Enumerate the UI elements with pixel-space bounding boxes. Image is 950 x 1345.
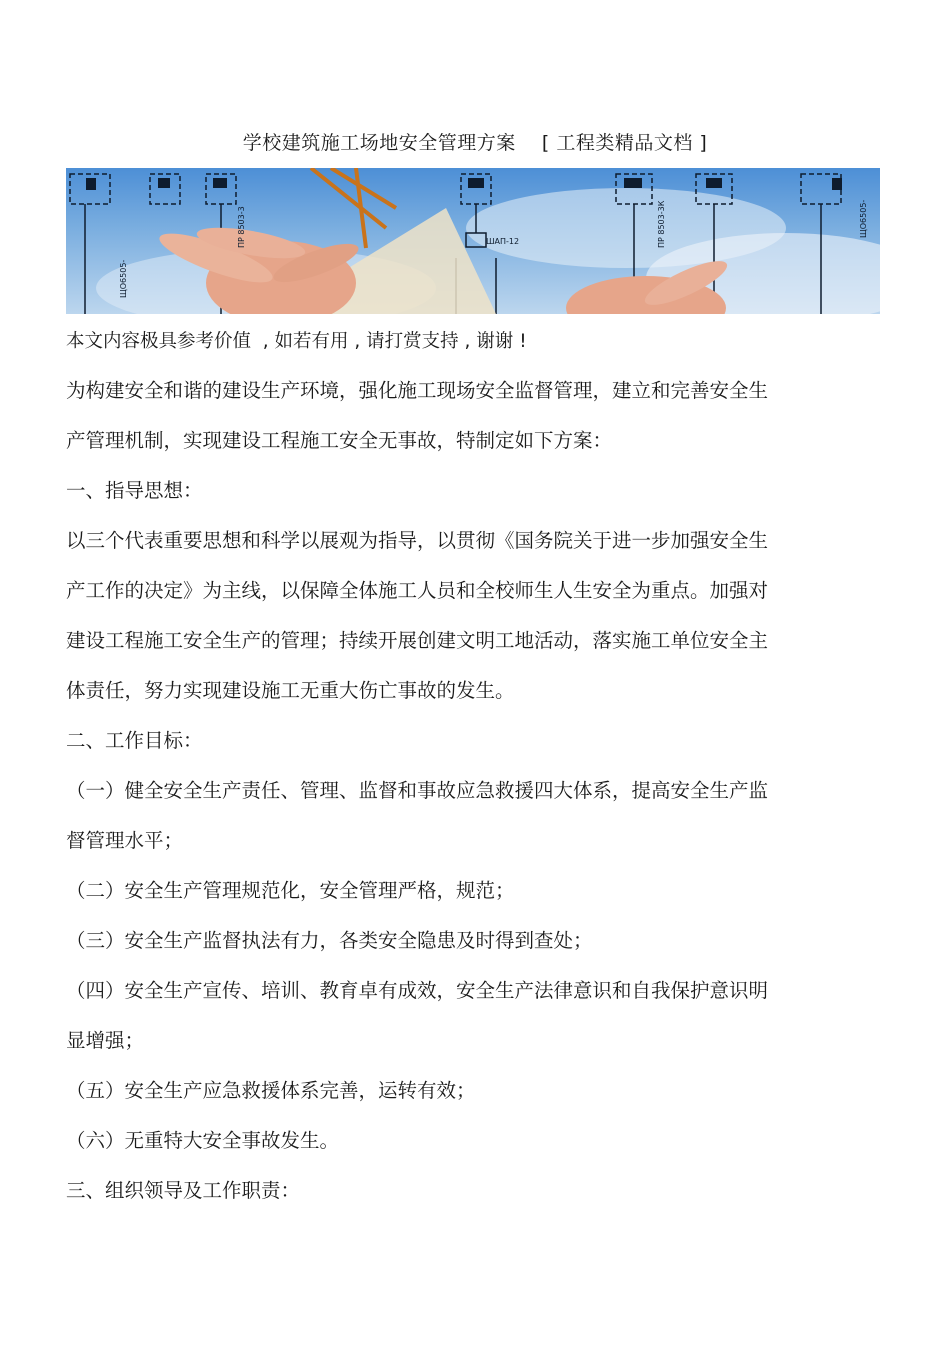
banner-label: ПР 8503-3 [237, 206, 246, 248]
list-item: （二）安全生产管理规范化，安全管理严格，规范； [66, 879, 515, 902]
banner-label: ШАП-12 [486, 237, 520, 246]
construction-banner-image [66, 168, 880, 314]
section-heading: 一、指导思想： [66, 479, 203, 502]
list-item: （三）安全生产监督执法有力，各类安全隐患及时得到查处； [66, 929, 593, 952]
paragraph-line: 建设工程施工安全生产的管理；持续开展创建文明工地活动，落实施工单位安全主 [66, 629, 769, 652]
list-item: 显增强； [66, 1029, 145, 1052]
paragraph-line: 产工作的决定》为主线，以保障全体施工人员和全校师生人生安全为重点。加强对 [66, 579, 769, 602]
list-item: 督管理水平； [66, 829, 184, 852]
document-title: 学校建筑施工场地安全管理方案 [ 工程类精品文档 ] [242, 132, 708, 154]
paragraph-line: 体责任，努力实现建设施工无重大伤亡事故的发生。 [66, 679, 515, 702]
section-heading: 三、组织领导及工作职责： [66, 1179, 301, 1202]
banner-label: ЩО6505- [859, 199, 868, 238]
list-item: （六）无重特大安全事故发生。 [66, 1129, 340, 1152]
list-item: （五）安全生产应急救援体系完善，运转有效； [66, 1079, 476, 1102]
list-item: （一）健全安全生产责任、管理、监督和事故应急救援四大体系，提高安全生产监 [66, 779, 769, 802]
paragraph-line: 产管理机制，实现建设工程施工安全无事故，特制定如下方案： [66, 429, 613, 452]
list-item: （四）安全生产宣传、培训、教育卓有成效，安全生产法律意识和自我保护意识明 [66, 979, 769, 1002]
banner-label: ЩО6505- [119, 259, 128, 298]
paragraph-line: 以三个代表重要思想和科学以展观为指导，以贯彻《国务院关于进一步加强安全生 [66, 529, 769, 552]
intro-note: 本文内容极具参考价值 , 如若有用 , 请打赏支持 , 谢谢 ! [66, 331, 527, 352]
section-heading: 二、工作目标： [66, 729, 203, 752]
construction-banner-icon [66, 168, 880, 314]
banner-label: ПР 8503-3К [657, 200, 666, 248]
paragraph-line: 为构建安全和谐的建设生产环境，强化施工现场安全监督管理，建立和完善安全生 [66, 379, 769, 402]
